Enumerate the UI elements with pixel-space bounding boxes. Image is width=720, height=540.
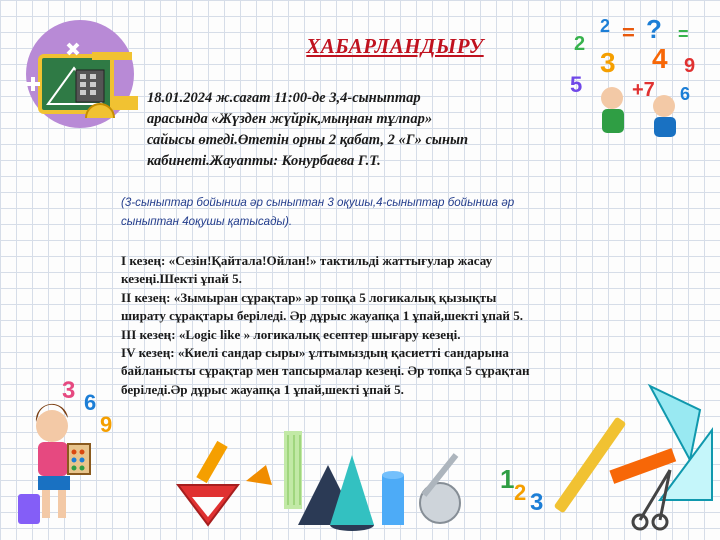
svg-text:5: 5 <box>570 72 583 97</box>
svg-text:=: = <box>678 24 689 44</box>
svg-text:+7: +7 <box>632 79 655 101</box>
stage-line: беріледі.Әр дұрыс жауапқа 1 ұпай,шекті ұпай 5. <box>121 381 404 397</box>
stage-line: ІІІ кезең: «Logic like » логикалық есептер шығару кезеңі. <box>121 326 461 342</box>
svg-text:2: 2 <box>600 16 611 36</box>
svg-text:3: 3 <box>530 489 544 516</box>
svg-text:6: 6 <box>680 84 691 104</box>
girl-with-abacus-illustration <box>14 370 124 530</box>
stage-line: ІV кезең: «Киелі сандар сыры» ұлтымыздың қасиетті сандарына <box>121 345 509 361</box>
svg-text:1: 1 <box>500 464 515 494</box>
stage-line: кезеңі.Шекті ұпай 5. <box>121 271 242 287</box>
stage-line: ширату сұрақтары беріледі. Әр дұрыс жауапқа 1 ұпай,шекті ұпай 5. <box>121 308 524 324</box>
svg-text:?: ? <box>646 14 662 44</box>
svg-text:9: 9 <box>100 412 113 437</box>
announcement-line: арасында «Жүзден жүйрік,мыңнан тұлпар» <box>147 111 433 127</box>
participants-note <box>121 193 601 231</box>
announcement-line: кабинеті.Жауапты: Конурбаева Г.Т. <box>147 153 381 169</box>
svg-text:2: 2 <box>514 480 527 505</box>
svg-text:=: = <box>622 20 635 45</box>
svg-text:9: 9 <box>684 55 696 77</box>
svg-text:2: 2 <box>574 33 586 55</box>
contest-stages <box>121 252 641 399</box>
svg-text:3: 3 <box>600 47 616 78</box>
stage-line: байланысты сұрақтар мен тапсырмалар кезеңі. Әр топқа 5 сұрақтан <box>121 363 530 379</box>
announcement-details <box>147 88 587 172</box>
svg-text:3: 3 <box>62 377 76 404</box>
stage-line: ІІ кезең: «Зымыран сұрақтар» әр топқа 5 логикалық қызықты <box>121 289 497 305</box>
school-supplies-illustration <box>490 380 715 535</box>
note-line: (3-сыныптар бойынша әр сыныптан 3 оқушы,4-сыныптар бойынша әр <box>121 196 515 209</box>
geometric-shapes-illustration <box>168 425 468 533</box>
announcement-line: 18.01.2024 ж.сағат 11:00-де 3,4-сыныптар <box>147 90 421 106</box>
note-line: сыныптан 4оқушы қатысады). <box>121 215 293 228</box>
stage-line: І кезең: «Сезін!Қайтала!Ойлан!» тактильді жаттығулар жасау <box>121 253 493 268</box>
svg-text:4: 4 <box>652 43 668 74</box>
announcement-title: ХАБАРЛАНДЫРУ <box>306 34 484 58</box>
announcement-line: сайысы өтеді.Өтетін орны 2 қабат, 2 «Г» сынып <box>147 132 469 148</box>
svg-text:6: 6 <box>84 390 97 415</box>
